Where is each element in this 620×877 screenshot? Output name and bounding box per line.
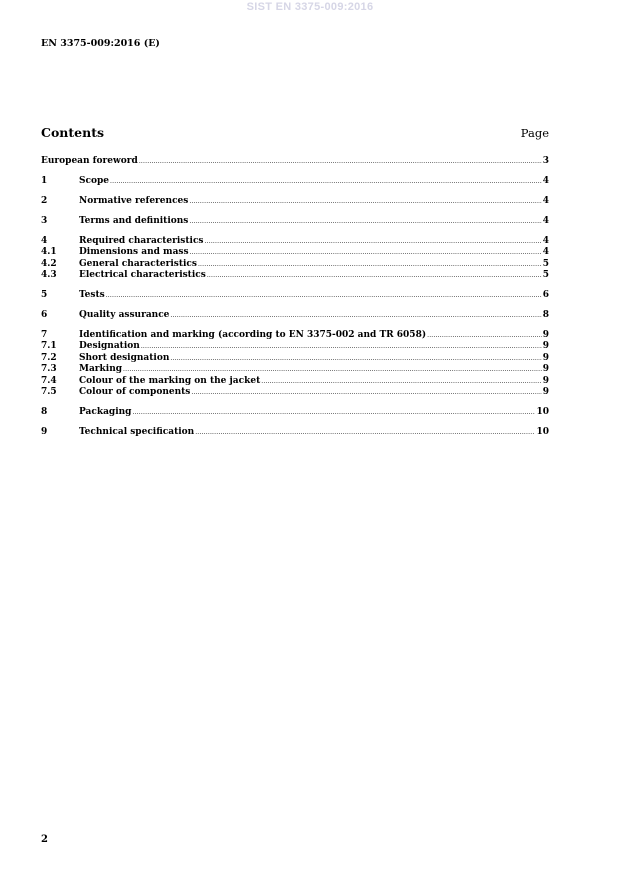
toc-title: European foreword: [41, 156, 138, 166]
toc-page-number: 5: [542, 270, 549, 281]
toc-leader-dots: [123, 364, 542, 375]
toc-number: 9: [41, 426, 48, 437]
toc-entry[interactable]: [41, 341, 549, 352]
toc-entry[interactable]: [41, 310, 549, 321]
toc-title: General characteristics: [79, 258, 197, 269]
toc-title: Tests: [79, 290, 105, 301]
toc-title: Colour of components: [79, 387, 191, 398]
toc-page-number: 9: [542, 364, 549, 375]
toc-entry[interactable]: [41, 156, 549, 167]
toc-entry[interactable]: [41, 407, 549, 418]
toc-leader-dots: [427, 330, 542, 341]
toc-number: 7.5: [41, 387, 57, 398]
page-number: 2: [41, 834, 48, 845]
toc-number: 4.3: [41, 270, 57, 281]
toc-leader-dots: [207, 270, 542, 281]
toc-leader-dots: [132, 407, 535, 418]
toc-page-number: 4: [542, 195, 549, 206]
toc-title: Designation: [79, 341, 140, 352]
toc-entry[interactable]: [41, 270, 549, 281]
toc-page-number: 5: [542, 258, 549, 269]
toc-entry[interactable]: [41, 216, 549, 227]
watermark: SIST EN 3375-009:2016: [246, 1, 374, 13]
toc-page-number: 6: [542, 290, 549, 301]
toc-page-number: 9: [542, 330, 549, 341]
toc-entry[interactable]: [41, 330, 549, 341]
toc-page-number: 4: [542, 235, 549, 246]
document-id: EN 3375-009:2016 (E): [41, 38, 160, 49]
toc-title: Technical specification: [79, 426, 195, 437]
toc-leader-dots: [110, 176, 542, 187]
toc-entry[interactable]: [41, 236, 549, 247]
toc-title: Packaging: [79, 407, 132, 417]
toc-number: 2: [41, 195, 48, 206]
toc-title: Colour of the marking on the jacket: [79, 375, 261, 386]
toc-page-number: 9: [542, 341, 549, 352]
toc-number: 7.4: [41, 375, 57, 386]
toc-number: 4.2: [41, 258, 57, 269]
toc-title: Electrical characteristics: [79, 270, 206, 281]
toc-title: Required characteristics: [79, 235, 204, 246]
toc-title: Normative references: [79, 195, 189, 206]
toc-leader-dots: [191, 387, 541, 398]
toc-page-number: 10: [536, 426, 549, 437]
toc-number: 8: [41, 407, 48, 417]
toc-title: Dimensions and mass: [79, 247, 189, 258]
toc-entry[interactable]: [41, 290, 549, 301]
toc-number: 5: [41, 290, 48, 301]
toc-leader-dots: [170, 310, 541, 321]
toc-entry[interactable]: [41, 427, 549, 438]
toc-page-number: 4: [542, 215, 549, 226]
toc-title: Identification and marking (according to EN 3375-002 and TR 6058): [79, 330, 427, 341]
toc-number: 7.3: [41, 364, 57, 375]
toc-entry[interactable]: [41, 247, 549, 258]
toc-title: Short designation: [79, 352, 170, 363]
toc-leader-dots: [195, 427, 535, 438]
toc-leader-dots: [189, 216, 541, 227]
toc-number: 4: [41, 235, 48, 246]
toc-title: Terms and definitions: [79, 215, 189, 226]
toc-entry[interactable]: [41, 353, 549, 364]
toc-page-number: 4: [542, 175, 549, 186]
page-column-label: Page: [520, 126, 549, 140]
toc-title: Quality assurance: [79, 310, 170, 321]
contents-header: [41, 125, 549, 140]
toc-title: Marking: [79, 364, 123, 375]
toc-number: 3: [41, 215, 48, 226]
toc-page-number: 10: [536, 407, 549, 417]
toc-leader-dots: [189, 196, 541, 207]
table-of-contents: [41, 156, 549, 438]
toc-number: 7: [41, 330, 48, 341]
toc-page-number: 9: [542, 352, 549, 363]
toc-leader-dots: [198, 259, 542, 270]
toc-leader-dots: [170, 353, 541, 364]
toc-entry[interactable]: [41, 376, 549, 387]
toc-page-number: 9: [542, 375, 549, 386]
toc-page-number: 4: [542, 247, 549, 258]
toc-entry[interactable]: [41, 364, 549, 375]
toc-number: 1: [41, 175, 48, 186]
toc-leader-dots: [141, 341, 542, 352]
contents-title: Contents: [41, 125, 105, 140]
toc-leader-dots: [205, 236, 542, 247]
toc-leader-dots: [139, 156, 542, 167]
toc-entry[interactable]: [41, 196, 549, 207]
toc-number: 6: [41, 310, 48, 321]
toc-page-number: 3: [542, 156, 549, 166]
toc-number: 7.1: [41, 341, 57, 352]
toc-page-number: 9: [542, 387, 549, 398]
toc-title: Scope: [79, 175, 110, 186]
toc-entry[interactable]: [41, 176, 549, 187]
toc-entry[interactable]: [41, 259, 549, 270]
toc-leader-dots: [261, 376, 542, 387]
toc-leader-dots: [106, 290, 542, 301]
toc-number: 7.2: [41, 352, 57, 363]
toc-entry[interactable]: [41, 387, 549, 398]
toc-page-number: 8: [542, 310, 549, 321]
toc-number: 4.1: [41, 247, 57, 258]
toc-leader-dots: [190, 247, 542, 258]
